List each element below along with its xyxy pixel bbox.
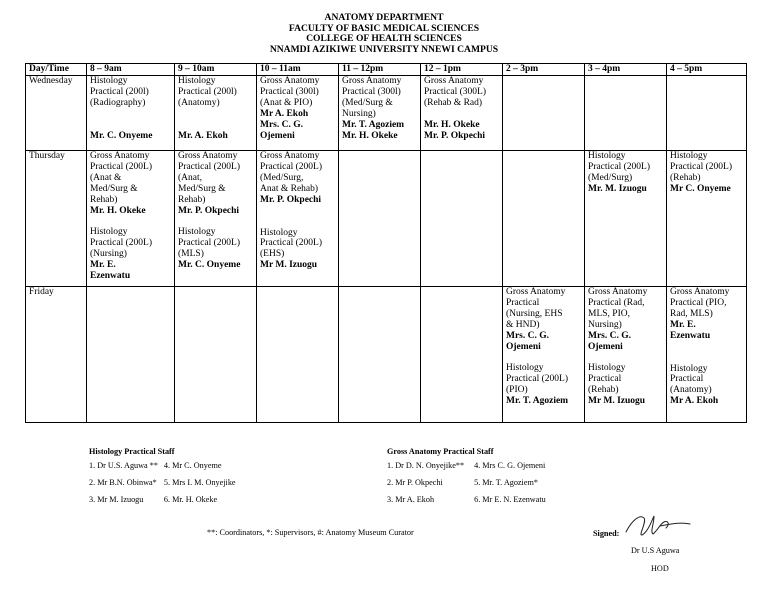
spacer xyxy=(588,352,663,363)
col-header-2-3: 2 – 3pm xyxy=(503,64,585,76)
slot-text: Histology Practical (Rehab) xyxy=(588,363,626,396)
cell-thu-12-1 xyxy=(421,151,503,287)
signature-image xyxy=(620,510,692,540)
slot-text: Histology Practical (200L) (Med/Surg) xyxy=(588,151,650,183)
histology-staff-title: Histology Practical Staff xyxy=(89,447,175,456)
cell-thu-4-5 xyxy=(667,151,747,287)
cell-fri-10-11 xyxy=(257,287,339,423)
slot-text: Gross Anatomy Practical (300L) (Rehab & Rad) xyxy=(424,76,486,108)
day-label-thursday: Thursday xyxy=(26,151,87,287)
col-header-3-4: 3 – 4pm xyxy=(585,64,667,76)
slot-text: Histology Practical (200l) (Anatomy) xyxy=(178,76,237,108)
slot-text: Histology Practical (200L) (Nursing) xyxy=(90,227,152,260)
slot-staff: Mr. P. Okpechi xyxy=(260,194,322,205)
slot-text: Gross Anatomy Practical (200L) (Med/Surg, Anat & Rehab) xyxy=(260,151,322,194)
slot-text: Histology Practical (200L) (EHS) xyxy=(260,227,322,260)
slot-text: Histology Practical (200L) (Rehab) xyxy=(670,151,732,183)
row-friday xyxy=(26,287,747,423)
cell-fri-3-4 xyxy=(585,287,667,423)
cell-fri-9-10 xyxy=(175,287,257,423)
slot-staff: Mr. T. Agoziem xyxy=(506,396,569,407)
slot-text: Histology Practical (200L) (MLS) xyxy=(178,227,240,260)
document-header xyxy=(0,13,768,55)
staff-item: 6. Mr E. N. Ezenwatu xyxy=(474,495,546,504)
department-title: ANATOMY DEPARTMENT xyxy=(324,12,444,23)
spacer xyxy=(670,342,743,364)
cell-fri-4-5 xyxy=(667,287,747,423)
cell-fri-12-1 xyxy=(421,287,503,423)
slot-staff: Mr. H. Okeke Mr. P. Okpechi xyxy=(424,119,486,141)
col-header-12-1: 12 – 1pm xyxy=(421,64,503,76)
signatory-name: Dr U.S Aguwa xyxy=(631,546,680,555)
staff-item: 1. Dr D. N. Onyejike** xyxy=(387,461,465,470)
cell-thu-9-10 xyxy=(175,151,257,287)
col-header-daytime: Day/Time xyxy=(26,64,87,76)
slot-staff: Mr M. Izuogu xyxy=(588,396,646,407)
spacer xyxy=(178,216,253,227)
cell-wed-10-11 xyxy=(257,76,339,151)
cell-wed-9-10 xyxy=(175,76,257,151)
slot-text: Histology Practical (200L) (PIO) xyxy=(506,363,568,396)
slot-text: Gross Anatomy Practical (PIO, Rad, MLS) xyxy=(670,287,730,319)
day-label-friday: Friday xyxy=(26,287,87,423)
slot-staff: Mr. M. Izuogu xyxy=(588,183,647,194)
slot-staff: Mr M. Izuogu xyxy=(260,260,318,271)
cell-wed-3-4 xyxy=(585,76,667,151)
cell-thu-11-12 xyxy=(339,151,421,287)
staff-item: 3. Mr A. Ekoh xyxy=(387,495,435,504)
signatory-title: HOD xyxy=(651,564,669,573)
staff-item: 6. Mr. H. Okeke xyxy=(163,495,218,504)
slot-text: Gross Anatomy Practical (Rad, MLS, PIO, Nursing) xyxy=(588,287,648,330)
slot-staff: Mr. E. Ezenwatu xyxy=(670,319,711,341)
cell-thu-8-9 xyxy=(87,151,175,287)
gross-anatomy-staff-list xyxy=(387,446,546,508)
slot-text: Gross Anatomy Practical (300l) (Med/Surg & Nursing) xyxy=(342,76,402,119)
slot-staff: Mr. P. Okpechi xyxy=(178,205,240,216)
slot-text: Gross Anatomy Practical (300l) (Anat & PIO) xyxy=(260,76,320,108)
histology-staff-list xyxy=(89,446,236,508)
slot-text: Gross Anatomy Practical (200L) (Anat, Med/Surg & Rehab) xyxy=(178,151,240,205)
cell-wed-11-12 xyxy=(339,76,421,151)
cell-fri-2-3 xyxy=(503,287,585,423)
cell-wed-8-9 xyxy=(87,76,175,151)
slot-staff: Mrs. C. G. Ojemeni xyxy=(506,330,550,352)
cell-thu-3-4 xyxy=(585,151,667,287)
col-header-10-11: 10 – 11am xyxy=(257,64,339,76)
signed-label: Signed: xyxy=(593,529,620,538)
col-header-8-9: 8 – 9am xyxy=(87,64,175,76)
staff-item: 1. Dr U.S. Aguwa ** xyxy=(89,461,158,470)
slot-text: Gross Anatomy Practical (200L) (Anat & Med/Surg & Rehab) xyxy=(90,151,152,205)
faculty-title: FACULTY OF BASIC MEDICAL SCIENCES xyxy=(288,22,480,34)
cell-thu-10-11 xyxy=(257,151,339,287)
col-header-4-5: 4 – 5pm xyxy=(667,64,747,76)
gross-staff-title: Gross Anatomy Practical Staff xyxy=(387,447,494,456)
slot-staff: Mr A. Ekoh Mrs. C. G. Ojemeni xyxy=(260,108,309,141)
slot-staff: Mr. T. Agoziem Mr. H. Okeke xyxy=(342,119,405,141)
cell-fri-11-12 xyxy=(339,287,421,423)
staff-item: 3. Mr M. Izuogu xyxy=(89,495,144,504)
spacer xyxy=(506,352,581,363)
spacer xyxy=(260,206,335,228)
slot-staff: Mrs. C. G. Ojemeni xyxy=(588,330,632,352)
slot-text: Histology Practical (200l) (Radiography) xyxy=(90,76,149,108)
college-title: COLLEGE OF HEALTH SCIENCES xyxy=(306,33,462,44)
row-thursday xyxy=(26,151,747,287)
cell-fri-8-9 xyxy=(87,287,175,423)
timetable xyxy=(25,63,747,423)
staff-item: 4. Mrs C. G. Ojemeni xyxy=(474,461,546,470)
slot-staff: Mr. C. Onyeme xyxy=(178,260,241,271)
day-label-wednesday: Wednesday xyxy=(26,76,87,151)
slot-staff: Mr. E. Ezenwatu xyxy=(90,260,131,282)
slot-staff: Mr C. Onyeme xyxy=(670,183,731,194)
slot-text: Histology Practical (Anatomy) xyxy=(670,363,712,396)
cell-wed-2-3 xyxy=(503,76,585,151)
spacer xyxy=(424,109,499,120)
staff-item: 2. Mr B.N. Obinwa* xyxy=(89,478,157,487)
staff-item: 5. Mrs I. M. Onyejike xyxy=(163,478,236,487)
slot-staff: Mr A. Ekoh xyxy=(670,396,719,407)
col-header-11-12: 11 – 12pm xyxy=(339,64,421,76)
slot-staff: Mr. C. Onyeme xyxy=(90,130,153,141)
row-wednesday xyxy=(26,76,747,151)
cell-thu-2-3 xyxy=(503,151,585,287)
university-title: NNAMDI AZIKIWE UNIVERSITY NNEWI CAMPUS xyxy=(269,43,499,55)
staff-item: 4. Mr C. Onyeme xyxy=(163,461,222,470)
slot-text: Gross Anatomy Practical (Nursing, EHS & HND) xyxy=(506,287,566,330)
spacer xyxy=(90,216,171,227)
cell-wed-4-5 xyxy=(667,76,747,151)
col-header-9-10: 9 – 10am xyxy=(175,64,257,76)
staff-item: 2. Mr P. Okpechi xyxy=(387,478,443,487)
slot-staff: Mr. H. Okeke xyxy=(90,205,146,216)
staff-item: 5. Mr. T. Agoziem* xyxy=(474,478,538,487)
spacer xyxy=(178,109,253,131)
legend-note: **: Coordinators, *: Supervisors, #: Anatomy Museum Curator xyxy=(207,528,414,537)
slot-staff: Mr. A. Ekoh xyxy=(178,130,228,141)
spacer xyxy=(90,109,171,131)
cell-wed-12-1 xyxy=(421,76,503,151)
header-row xyxy=(26,64,747,76)
